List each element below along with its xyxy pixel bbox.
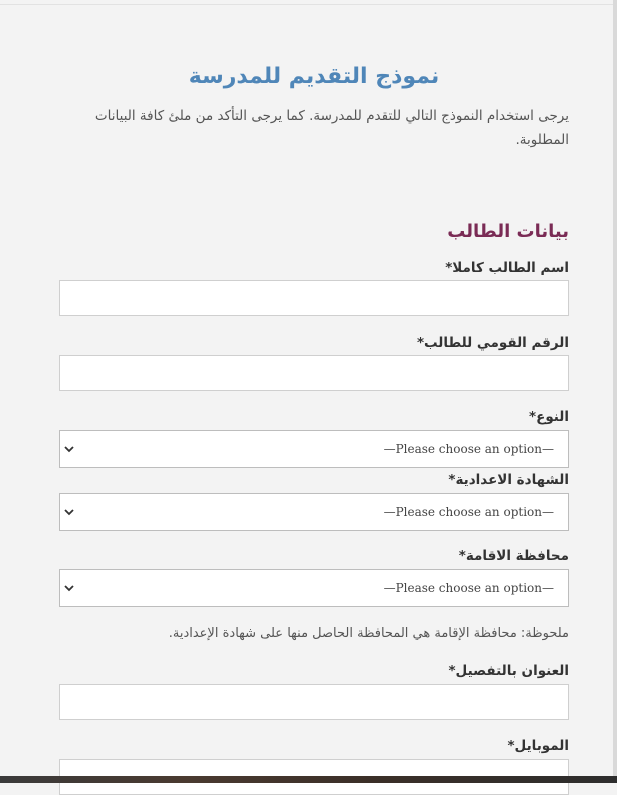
national-id-input[interactable] [59,355,569,391]
prep-certificate-select-value: —Please choose an option— [383,505,554,519]
student-name-label: اسم الطالب كاملا* [445,260,569,276]
address-label: العنوان بالتفصيل* [448,663,569,679]
page-title: نموذج التقديم للمدرسة [188,64,440,89]
chevron-down-icon [63,442,75,456]
prep-certificate-label: الشهادة الاعدادية* [448,472,569,488]
address-input[interactable] [59,684,569,720]
gender-select-value: —Please choose an option— [383,442,554,456]
mobile-label: الموبايل* [507,738,569,754]
chevron-down-icon [63,505,75,519]
governorate-note: ملحوظة: محافظة الإقامة هي المحافظة الحاصل منها على شهادة الإعدادية. [168,626,569,641]
section-heading-student-data: بيانات الطالب [447,221,569,242]
bottom-bar [0,776,617,783]
intro-text: يرجى استخدام النموذج التالي للتقدم للمدرسة. كما يرجى التأكد من ملئ كافة البيانات المطلوبة. [94,108,569,148]
governorate-label: محافظة الاقامة* [458,548,569,564]
gender-label: النوع* [529,409,569,425]
governorate-select-value: —Please choose an option— [383,581,554,595]
national-id-label: الرقم القومي للطالب* [416,335,569,351]
top-divider [0,4,617,5]
governorate-select[interactable] [59,569,569,607]
chevron-down-icon [63,581,75,595]
student-name-input[interactable] [59,280,569,316]
prep-certificate-select[interactable] [59,493,569,531]
scrollbar-track[interactable] [613,0,617,783]
gender-select[interactable] [59,430,569,468]
